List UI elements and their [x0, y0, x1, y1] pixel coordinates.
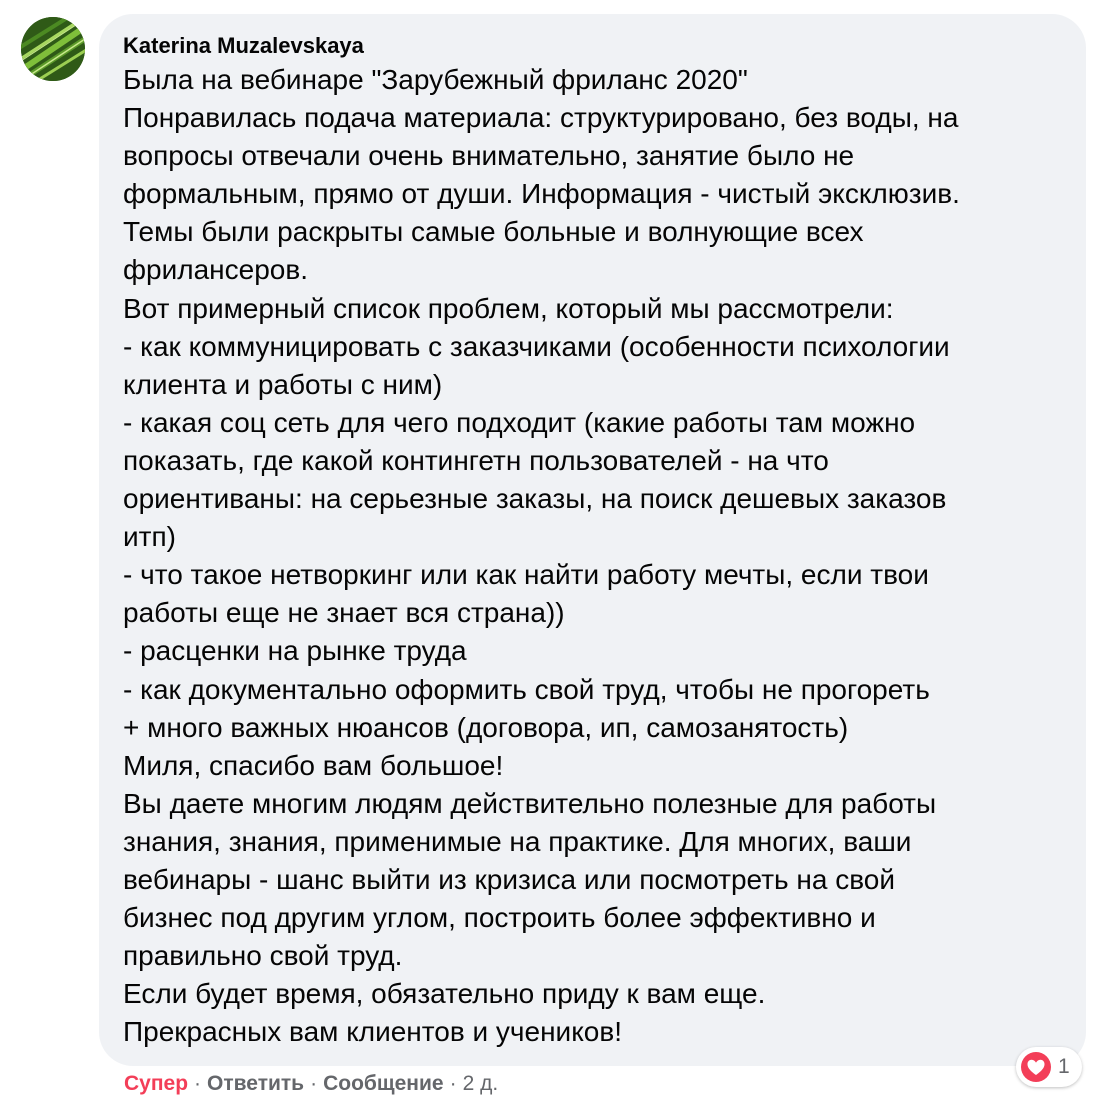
- comment-line: фрилансеров.: [123, 254, 308, 286]
- comment-line: Вы даете многим людям действительно полезные для работы: [123, 787, 937, 819]
- reply-button[interactable]: Ответить: [207, 1072, 305, 1095]
- separator: ·: [310, 1072, 318, 1095]
- comment-line: Миля, спасибо вам большое!: [123, 749, 504, 781]
- comment-line: вебинары - шанс выйти из кризиса или посмотреть на свой: [123, 863, 895, 895]
- comment-line: клиента и работы с ним): [123, 368, 443, 400]
- comment-line: Темы были раскрыты самые больные и волнующие всех: [123, 216, 864, 248]
- comment-line: - расценки на рынке труда: [123, 635, 467, 667]
- message-button[interactable]: Сообщение: [323, 1072, 444, 1095]
- comment-line: Вот примерный список проблем, который мы рассмотрели:: [123, 292, 894, 324]
- comment-bubble: [99, 14, 1086, 1066]
- comment-line: итп): [123, 521, 176, 553]
- comment-line: показать, где какой контингетн пользователей - на что: [123, 444, 829, 476]
- comment-line: знания, знания, применимые на практике. Для многих, ваши: [123, 825, 912, 857]
- comment-line: - что такое нетворкинг или как найти работу мечты, если твои: [123, 559, 929, 591]
- author-name[interactable]: Katerina Muzalevskaya: [123, 33, 364, 58]
- comment-line: Понравилась подача материала: структурировано, без воды, на: [123, 102, 959, 134]
- comment-line: - как документально оформить свой труд, чтобы не прогореть: [123, 673, 930, 705]
- reaction-summary[interactable]: [1016, 1047, 1082, 1087]
- comment-line: ориентиваны: на серьезные заказы, на поиск дешевых заказов: [123, 483, 947, 515]
- comment-actions: [124, 1070, 498, 1098]
- comment-line: Была на вебинаре "Зарубежный фриланс 2020": [123, 64, 748, 95]
- comment-line: формальным, прямо от души. Информация - чистый эксклюзив.: [123, 178, 960, 210]
- comment-line: вопросы отвечали очень внимательно, занятие было не: [123, 140, 855, 172]
- comment-line: Прекрасных вам клиентов и учеников!: [123, 1016, 622, 1048]
- comment-line: - как коммуницировать с заказчиками (особенности психологии: [123, 330, 950, 362]
- comment-text: [123, 61, 1062, 1051]
- comment-line: правильно свой труд.: [123, 940, 403, 972]
- comment-line: - какая соц сеть для чего подходит (какие работы там можно: [123, 406, 916, 438]
- timestamp[interactable]: 2 д.: [462, 1072, 499, 1095]
- separator: ·: [194, 1072, 202, 1095]
- comment-line: бизнес под другим углом, построить более эффективно и: [123, 902, 876, 934]
- like-button[interactable]: Супер: [124, 1072, 189, 1095]
- comment-line: + много важных нюансов (договора, ип, самозанятость): [123, 711, 849, 743]
- comment-line: работы еще не знает вся страна)): [123, 597, 565, 629]
- avatar[interactable]: [21, 17, 85, 81]
- reaction-count: 1: [1058, 1055, 1070, 1078]
- avatar-image: [21, 17, 85, 81]
- separator: ·: [449, 1072, 457, 1095]
- comment-line: Если будет время, обязательно приду к вам еще.: [123, 978, 766, 1010]
- heart-icon: [1020, 1051, 1052, 1083]
